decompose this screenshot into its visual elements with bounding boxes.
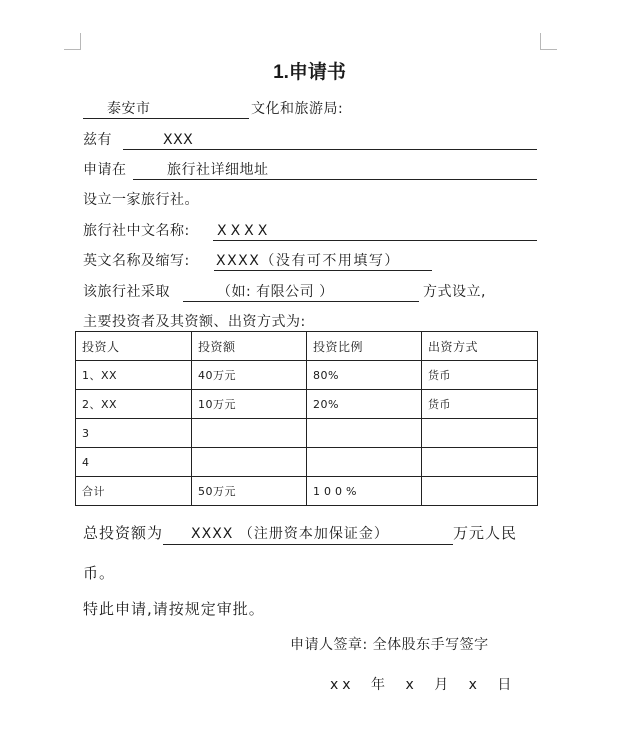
intro-line <box>83 129 537 150</box>
page-corner-marker-right <box>540 33 557 50</box>
apply-prefix: 申请在 <box>83 162 127 178</box>
date-line: xx 年 x 月 x 日 <box>330 677 516 693</box>
document-title: 1.申请书 <box>273 62 346 83</box>
total-line-2: 币。 <box>83 564 116 582</box>
cell-method: 货币 <box>422 390 538 419</box>
cn-name-line <box>83 220 537 241</box>
establish-line: 设立一家旅行社。 <box>83 192 199 208</box>
cell-amount: 10万元 <box>192 390 307 419</box>
address-field: 旅行社详细地址 <box>133 162 537 180</box>
cell-amount: 50万元 <box>192 477 307 506</box>
investors-heading: 主要投资者及其资额、出资方式为: <box>83 314 306 330</box>
addressee-line <box>83 98 343 119</box>
request-line: 特此申请,请按规定审批。 <box>83 600 265 618</box>
cell-amount <box>192 448 307 477</box>
header-ratio: 投资比例 <box>307 332 422 361</box>
table-row <box>76 419 538 448</box>
cell-investor: 2、XX <box>76 390 192 419</box>
form-suffix: 方式设立, <box>423 284 486 300</box>
table-header-row <box>76 332 538 361</box>
city-field: 泰安市 <box>83 101 249 119</box>
cn-name-field: XXXX <box>213 223 537 241</box>
en-name-label: 英文名称及缩写: <box>83 253 190 269</box>
form-line <box>83 281 486 302</box>
total-line <box>83 522 517 545</box>
cell-investor: 4 <box>76 448 192 477</box>
cn-name-label: 旅行社中文名称: <box>83 223 190 239</box>
cell-ratio: 100% <box>307 477 422 506</box>
total-field: XXXX （注册资本加保证金） <box>163 525 453 545</box>
cell-method <box>422 419 538 448</box>
cell-method <box>422 448 538 477</box>
page-corner-marker-left <box>64 33 81 50</box>
header-method: 出资方式 <box>422 332 538 361</box>
en-name-line <box>83 250 432 271</box>
apply-line <box>83 159 537 180</box>
form-prefix: 该旅行社采取 <box>83 284 170 300</box>
form-field: （如: 有限公司 ） <box>183 284 419 302</box>
en-name-field: XXXX（没有可不用填写） <box>214 253 432 271</box>
cell-ratio: 80% <box>307 361 422 390</box>
intro-prefix: 兹有 <box>83 132 112 148</box>
investment-table <box>75 331 538 506</box>
cell-amount <box>192 419 307 448</box>
signature-line: 申请人签章: 全体股东手写签字 <box>290 637 489 653</box>
table-total-row <box>76 477 538 506</box>
table-row <box>76 361 538 390</box>
cell-investor: 1、XX <box>76 361 192 390</box>
total-suffix: 万元人民 <box>453 524 518 542</box>
cell-method: 货币 <box>422 361 538 390</box>
cell-investor: 合计 <box>76 477 192 506</box>
cell-investor: 3 <box>76 419 192 448</box>
table-row <box>76 390 538 419</box>
table-row <box>76 448 538 477</box>
cell-amount: 40万元 <box>192 361 307 390</box>
cell-ratio: 20% <box>307 390 422 419</box>
cell-method <box>422 477 538 506</box>
cell-ratio <box>307 419 422 448</box>
header-investor: 投资人 <box>76 332 192 361</box>
header-amount: 投资额 <box>192 332 307 361</box>
total-prefix: 总投资额为 <box>83 524 164 542</box>
applicant-name-field: XXX <box>123 132 537 150</box>
cell-ratio <box>307 448 422 477</box>
bureau-label: 文化和旅游局: <box>251 101 344 117</box>
